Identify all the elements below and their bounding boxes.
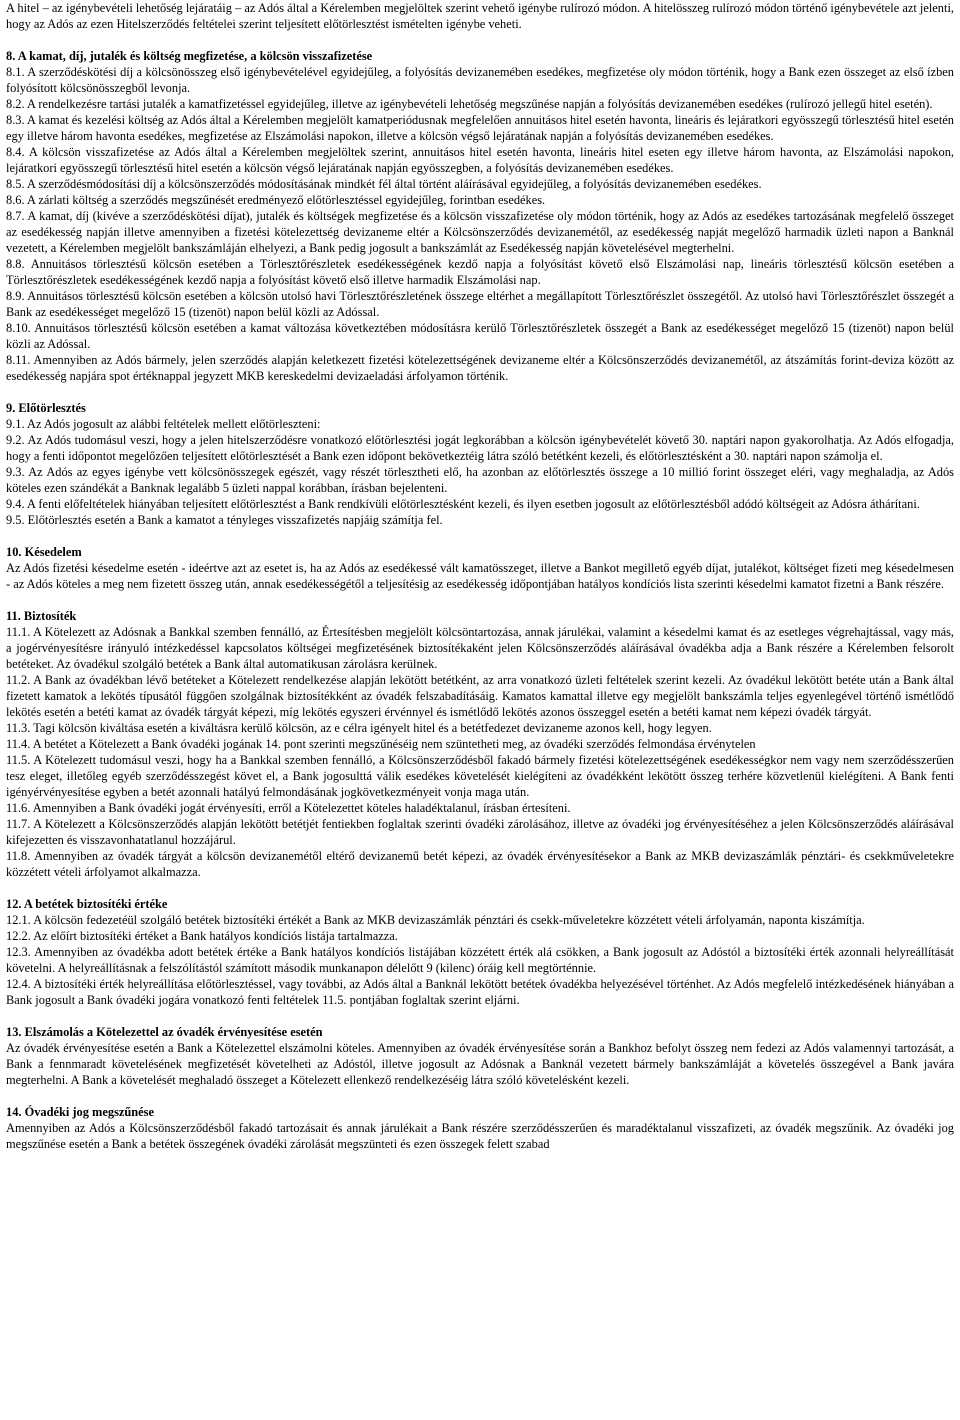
section-heading: 14. Óvadéki jog megszűnése xyxy=(6,1105,154,1119)
section-gap xyxy=(6,880,954,896)
paragraph: 8.9. Annuitásos törlesztésű kölcsön esetében a kölcsön utolsó havi Törlesztőrészletének összege eltérhet a megállapított Törlesztőrészlet összegétől. Az utolsó havi Törlesztőrészlet összegét a Bank az esedékességet megelőző 15 (tizenöt) napon belül közli az Adóssal. xyxy=(6,289,954,319)
paragraph: 11.8. Amennyiben az óvadék tárgyát a kölcsön devizanemétől eltérő devizanemű betét képezi, az óvadék érvényesítésekor a Bank az MKB devizaszámlák pénztári- és csekkműveletekre közzétett vételi árfolyamot alkalmazza. xyxy=(6,849,954,879)
section-gap xyxy=(6,1088,954,1104)
paragraph: A hitel – az igénybevételi lehetőség lejáratáig – az Adós által a Kérelemben megjelöltek szerint vehető igénybe rulírozó módon. A hitelösszeg rulírozó módon történő igénybevétele azt jelenti, hogy az Adós az ezen Hitelszerződés feltételei szerint teljesített előtörlesztést ismételten igénybe veheti. xyxy=(6,1,954,31)
paragraph: 8.2. A rendelkezésre tartási jutalék a kamatfizetéssel egyidejűleg, illetve az igénybevételi lehetőség megszűnése napján a folyósítás devizanemében esedékes (rulírozó jellegű hitel esetén). xyxy=(6,97,933,111)
section-heading: 9. Előtörlesztés xyxy=(6,401,86,415)
paragraph: 9.4. A fenti előfeltételek hiányában teljesített előtörlesztést a Bank rendkívüli előtörlesztésként kezeli, és ilyen esetben jogosult az előtörlesztésből adódó költségeit az Adósra áthárítani. xyxy=(6,497,920,511)
paragraph: 9.5. Előtörlesztés esetén a Bank a kamatot a tényleges visszafizetés napjáig számítja fel. xyxy=(6,513,443,527)
paragraph: 8.10. Annuitásos törlesztésű kölcsön esetében a kamat változása következtében módosításra kerülő Törlesztőrészletek összegét a Bank az esedékességet megelőző 15 (tizenöt) napon belül közli az Adóssal. xyxy=(6,321,954,351)
paragraph: Az óvadék érvényesítése esetén a Bank a Kötelezettel elszámolni köteles. Amennyiben az óvadék érvényesítése során a Bankhoz befolyt összeg nem fedezi az Adós valamennyi tartozását, a Bank a fennmaradt követelésének megfizetését követelheti az Adóstól, illetve jogosult az Adósnak a Banknál vezetett bármely bankszámláját a követelés összegével a Bank javára megterhelni. A Bank a követelését meghaladó összeget a Kötelezett ellenkező rendelkezéséig látra szóló követelésként kezeli. xyxy=(6,1041,954,1087)
paragraph: 11.1. A Kötelezett az Adósnak a Bankkal szemben fennálló, az Értesítésben megjelölt kölcsöntartozása, annak járulékai, valamint a késedelmi kamat és az esetleges végrehajtással, vagy más, a jogérvényesítésre irányuló intézkedéssel kapcsolatos költségei megfizetésének biztosítékaként jelen Kölcsönszerződés aláírásával óvadékba adja a Bank részére a Kérelemben felsorolt betéteket. Az óvadékul szolgáló betétek a Bank által automatikusan zárolásra kerülnek. xyxy=(6,625,954,671)
section-gap xyxy=(6,32,954,48)
paragraph: 9.1. Az Adós jogosult az alábbi feltételek mellett előtörleszteni: xyxy=(6,417,321,431)
section-heading: 11. Biztosíték xyxy=(6,609,77,623)
section-heading: 12. A betétek biztosítéki értéke xyxy=(6,897,168,911)
paragraph: 8.8. Annuitásos törlesztésű kölcsön esetében a Törlesztőrészletek esedékességének kezdő napja a folyósítást követő első Elszámolási nap, lineáris törlesztésű kölcsön esetében a Törlesztőrészletek esedékességének kezdő napja a folyósítást követő első illetve harmadik Elszámolási nap. xyxy=(6,257,954,287)
paragraph: 11.2. A Bank az óvadékban lévő betéteket a Kötelezett rendelkezése alapján lekötött betétként, az arra vonatkozó üzleti feltételek szerint kezeli. Az óvadékul lekötött betéte után a Bank által fizetett kamatok a lekötés típusától függően szolgálnak biztosítékként az óvadék felszabadításáig. Kamatos kamattal illetve egy megjelölt bankszámla teljes egyenlegével történő ismétlődő lekötés esetén a betéti kamat az óvadék tárgyát képezi, míg lekötés egyszeri érvénnyel és ismétlődő lekötés azonos összeggel esetén a betéti kamat nem képezi óvadék tárgyát. xyxy=(6,673,954,719)
section-heading: 8. A kamat, díj, jutalék és költség megfizetése, a kölcsön visszafizetése xyxy=(6,49,373,63)
paragraph: 8.7. A kamat, díj (kivéve a szerződéskötési díjat), jutalék és költségek megfizetése és a kölcsön visszafizetése oly módon történik, hogy az Adós az esedékes tartozásának megfelelő összeget az esedékesség napján illetve amennyiben a fizetési kötelezettség devizaneme eltér a Kölcsönszerződés devizanemétől, az esedékesség napját megelőző harmadik üzleti napon a Banknál vezetett, a Kérelemben megjelölt bankszámláján elhelyezi, a Bank pedig jogosult a bankszámlát az Esedékesség napján követelésével megterhelni. xyxy=(6,209,954,255)
paragraph: 11.7. A Kötelezett a Kölcsönszerződés alapján lekötött betétjét fentiekben foglaltak szerinti óvadéki zárolásához, illetve az óvadéki jog érvényesítéséhez a jelen Kölcsönszerződés aláírásával kifejezetten és visszavonhatatlanul hozzájárul. xyxy=(6,817,954,847)
paragraph: 11.4. A betétet a Kötelezett a Bank óvadéki jogának 14. pont szerinti megszűnéséig nem szüntetheti meg, az óvadéki szerződés felmondása érvénytelen xyxy=(6,737,756,751)
section-gap xyxy=(6,592,954,608)
paragraph: 11.3. Tagi kölcsön kiváltása esetén a kiváltásra kerülő kölcsön, az e célra igényelt hitel és a betétfedezet devizaneme azonos kell, hogy legyen. xyxy=(6,721,712,735)
paragraph: 12.3. Amennyiben az óvadékba adott betétek értéke a Bank hatályos kondíciós listájában közzétett érték alá csökken, a Bank jogosult az Adóstól a biztosítéki érték azonnali helyreállítását követelni. A helyreállításnak a felszólítástól számított második munkanapon délelőtt 9 (kilenc) óráig kell megtörténnie. xyxy=(6,945,954,975)
paragraph: 12.1. A kölcsön fedezetéül szolgáló betétek biztosítéki értékét a Bank az MKB devizaszámlák pénztári és csekk-műveletekre közzétett vételi árfolyamán, naponta kiszámítja. xyxy=(6,913,865,927)
paragraph: 12.2. Az előírt biztosítéki értéket a Bank hatályos kondíciós listája tartalmazza. xyxy=(6,929,398,943)
section-heading: 13. Elszámolás a Kötelezettel az óvadék érvényesítése esetén xyxy=(6,1025,323,1039)
section-gap xyxy=(6,1008,954,1024)
paragraph: 11.5. A Kötelezett tudomásul veszi, hogy ha a Bankkal szemben fennálló, a Kölcsönszerződésből fakadó bármely fizetési kötelezettségének esedékességkor nem vagy nem szerződésszerűen tesz eleget, illetőleg egyéb szerződésszegést követ el, a Bank jogosulttá válik esedékes követelését kielégíteni az óvadékként lekötött összeg terhére közvetlenül kielégíteni. A Bank fenti igényérvényesítése egyben a betét azonnali hatályú felmondásának jogkövetkezményeit vonja maga után. xyxy=(6,753,954,799)
paragraph: 8.5. A szerződésmódosítási díj a kölcsönszerződés módosításának mindkét fél által történt aláírásával egyidejűleg, a folyósítás devizanemében esedékes. xyxy=(6,177,762,191)
section-heading: 10. Késedelem xyxy=(6,545,82,559)
paragraph: 8.4. A kölcsön visszafizetése az Adós által a Kérelemben megjelöltek szerint, annuitásos hitel esetén havonta, lineáris hitel eseten egy illetve három havonta, az Elszámolási napokon, lejáratkori egyösszegű törlesztésű hitel esetén a kölcsön végső lejáratának napján egyösszegben, a folyósítás devizanemében esedékes. xyxy=(6,145,954,175)
paragraph: 8.6. A zárlati költség a szerződés megszűnését eredményező előtörlesztéssel egyidejűleg, forintban esedékes. xyxy=(6,193,546,207)
section-gap xyxy=(6,384,954,400)
paragraph: 8.1. A szerződéskötési díj a kölcsönösszeg első igénybevételével egyidejűleg, a folyósítás devizanemében esedékes, megfizetése oly módon történik, hogy a Bank ezen összeget az első ízben folyósított kölcsönösszegből levonja. xyxy=(6,65,954,95)
paragraph: Az Adós fizetési késedelme esetén - ideértve azt az esetet is, ha az Adós az esedékessé vált kamatösszeget, illetve a Bankot megillető egyéb díjat, jutalékot, költséget fizeti meg késedelmesen - az Adós köteles a meg nem fizetett összeg után, annak esedékességétől a teljesítésig az esedékesség időpontjában hatályos kondíciós lista szerinti késedelmi kamatot fizetni a Bank részére. xyxy=(6,561,954,591)
paragraph: 8.11. Amennyiben az Adós bármely, jelen szerződés alapján keletkezett fizetési kötelezettségének devizaneme eltér a Kölcsönszerződés devizanemétől, az átszámítás forint-deviza között az esedékesség napjára spot értéknappal jegyzett MKB kereskedelmi devizaeladási árfolyamon történik. xyxy=(6,353,954,383)
paragraph: 9.3. Az Adós az egyes igénybe vett kölcsönösszegek egészét, vagy részét törlesztheti elő, ha azonban az előtörlesztés összege a 10 millió forint összeget eléri, vagy meghaladja, az Adós köteles ezen szándékát a Banknak legalább 5 üzleti nappal korábban, írásban bejelenteni. xyxy=(6,465,954,495)
paragraph: 11.6. Amennyiben a Bank óvadéki jogát érvényesíti, erről a Kötelezettet köteles haladéktalanul, írásban értesíteni. xyxy=(6,801,571,815)
paragraph: 9.2. Az Adós tudomásul veszi, hogy a jelen hitelszerződésre vonatkozó előtörlesztési jogát legkorábban a kölcsön igénybevételét követő 30. naptári napon gyakorolhatja. Az Adós elfogadja, hogy a fenti időpontot megelőzően teljesített előtörlesztését a Bank ezen időpont bekövetkeztéig látra szóló betétként kezeli, és előtörlesztésként a 30. naptári napon számolja el. xyxy=(6,433,954,463)
paragraph: 12.4. A biztosítéki érték helyreállítása előtörlesztéssel, vagy további, az Adós által a Banknál lekötött betétek óvadékba helyezésével történhet. Az Adós megfelelő intézkedésének hiányában a Bank jogosult a Bank óvadéki jogára vonatkozó fenti feltételek 11.5. pontjában foglaltak szerint eljárni. xyxy=(6,977,954,1007)
section-gap xyxy=(6,528,954,544)
paragraph: Amennyiben az Adós a Kölcsönszerződésből fakadó tartozásait és annak járulékait a Bank részére szerződésszerűen és maradéktalanul visszafizeti, az óvadék megszűnik. Az óvadéki jog megszűnése esetén a Bank a betétek összegének óvadéki zárolását megszünteti és ezen összegek felett szabad xyxy=(6,1121,954,1151)
paragraph: 8.3. A kamat és kezelési költség az Adós által a Kérelemben megjelölt kamatperiódusnak megfelelően annuitásos hitel esetén havonta, lineáris és lejáratkori egyösszegű törlesztésű hitel esetén egy illetve három havonta esedékes, megfizetése az Elszámolási napokon, illetve a kölcsön végső lejáratának napján a folyósítás devizanemében esedékes. xyxy=(6,113,954,143)
